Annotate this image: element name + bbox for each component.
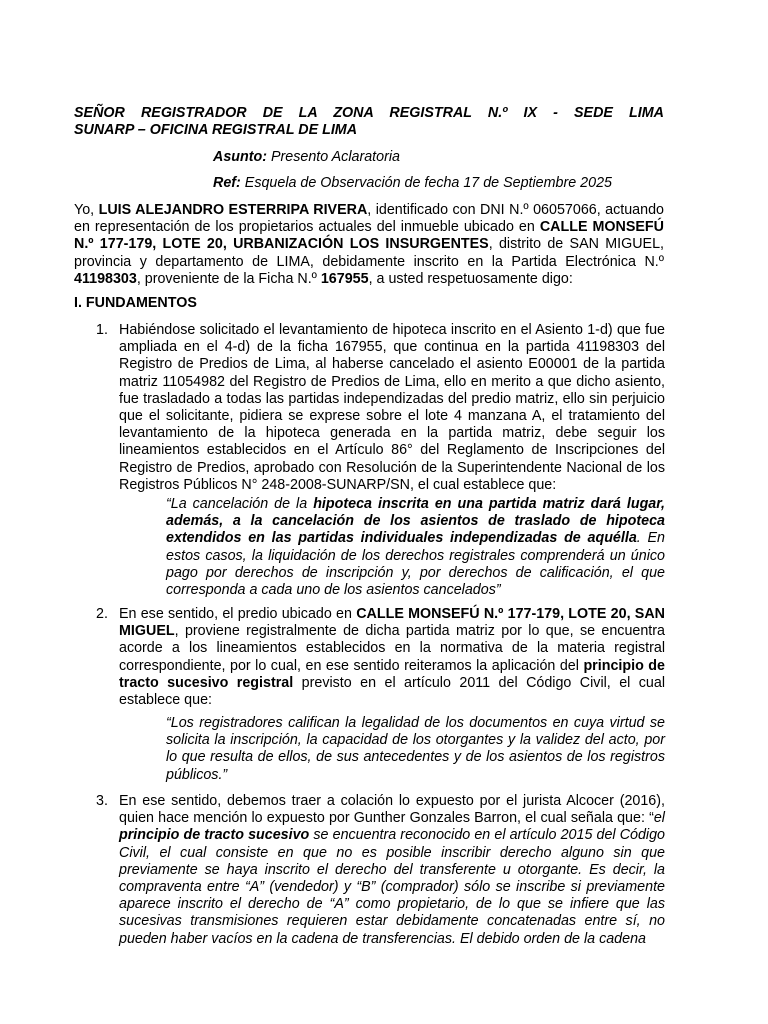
asunto-line <box>213 149 663 166</box>
property-address: CALLE MONSEFÚ N.º 177-179, LOTE 20, URBANIZACIÓN LOS INSURGENTES <box>74 219 664 253</box>
item-2-text <box>119 606 665 709</box>
intro-text-3: , distrito de SAN MIGUEL, provincia y departamento de LIMA, debidamente inscrito en la Partida Electrónica N.º <box>74 236 664 270</box>
section-title: I. FUNDAMENTOS <box>74 295 197 311</box>
heading-line-1: SEÑOR REGISTRADOR DE LA ZONA REGISTRAL N.º IX - SEDE LIMA <box>74 105 664 121</box>
item-3-quote-rest: se encuentra reconocido en el artículo 2015 del Código Civil, el cual consiste en que no es posible inscribir derecho alguno sin que previamente se haya inscrito el derecho del transferente u otorgante. Es decir, la compraventa entre “A” (vendedor) y “B” (comprador) sólo se inscribe si previamente aparece inscrito el derecho de “A” como propietario, de lo que se infiere que las sucesivas transmisiones requieren estar debidamente concatenadas entre sí, no pueden haber vacíos en la cadena de transferencias. El debido orden de la cadena <box>119 827 665 947</box>
item-3-text-el: el <box>653 810 665 827</box>
item-1-quote-text-1: “La cancelación de la <box>166 496 314 512</box>
asunto-label: Asunto: <box>213 149 267 165</box>
item-2-address: CALLE MONSEFÚ N.º 177-179, LOTE 20, SAN MIGUEL <box>119 606 665 640</box>
item-1-quote-text-2: . En estos casos, la liquidación de los derechos registrales comprenderá un único pago por derechos de inscripción y, por derechos de calificación, el que corresponda a cada uno de los asientos cancelados” <box>166 530 665 599</box>
item-1-text: Habiéndose solicitado el levantamiento de hipoteca inscrito en el Asiento 1-d) que fue ampliada en el 4-d) de la ficha 167955, que continua en la partida 41198303 del Registro de Predios de Lima, al haberse cancelado el asiento E00001 de la partida matriz 11054982 del Registro de Predios de Lima, ello en merito a que dicho asiento, fue trasladado a todas las partidas independizadas del predio matriz, ello sin perjuicio que el solicitante, pidiera se exprese sobre el lote 4 manzana A, el tratamiento del levantamiento de la hipoteca generada en la partida matriz, debe seguir los lineamientos establecidos en el Artículo 86° del Reglamento de Inscripciones del Registro de Predios, aprobado con Resolución de la Superintendente Nacional de los Registros Públicos N° 248-2008-SUNARP/SN, el cual establece que: <box>119 322 665 493</box>
item-2-principle: principio de tracto sucesivo registral <box>119 657 665 691</box>
item-2-text-1: En ese sentido, el predio ubicado en <box>119 606 357 622</box>
ficha-number: 167955 <box>320 270 369 287</box>
intro-text-1: Yo, <box>74 202 99 218</box>
item-1-quote <box>166 496 665 599</box>
partida-number: 41198303 <box>74 270 137 287</box>
item-3-text-1: En ese sentido, debemos traer a colación lo expuesto por el jurista Alcocer (2016), quien hace mención lo expuesto por Gunther Gonzales Barron, el cual señala que: “ <box>119 793 665 827</box>
item-3-text <box>119 793 665 948</box>
ref-line <box>213 175 663 192</box>
addressee-heading <box>74 105 664 139</box>
item-3-number: 3. <box>96 793 108 809</box>
item-3-principle: principio de tracto sucesivo <box>119 827 310 844</box>
item-2-text-3: previsto en el artículo 2011 del Código Civil, el cual establece que: <box>119 674 666 709</box>
item-2-text-2: , proviene registralmente de dicha partida matriz por lo que, se encuentra acorde a los lineamientos establecidos en la normativa de la materia registral correspondiente, por lo cual, en ese sentido reiteramos la aplicación del <box>119 623 665 674</box>
heading-line-2: SUNARP – OFICINA REGISTRAL DE LIMA <box>74 122 358 139</box>
asunto-value: Presento Aclaratoria <box>267 149 400 165</box>
intro-paragraph <box>74 202 664 288</box>
intro-text-5: , a usted respetuosamente digo: <box>368 270 573 287</box>
intro-text-2: , identificado con DNI N.º 06057066, actuando en representación de los propietarios actuales del inmueble ubicado en <box>74 202 664 236</box>
item-1-number: 1. <box>96 322 108 338</box>
intro-text-4: , proveniente de la Ficha N.º <box>136 270 321 287</box>
item-2-quote: “Los registradores califican la legalidad de los documentos en cuya virtud se solicita la inscripción, la capacidad de los otorgantes y la validez del acto, por lo que resulta de ellos, de sus antecedentes y de los asientos de los registros públicos.” <box>166 715 665 783</box>
ref-value: Esquela de Observación de fecha 17 de Septiembre 2025 <box>240 175 612 191</box>
ref-label: Ref: <box>213 175 241 191</box>
item-2-number: 2. <box>96 606 108 622</box>
applicant-name: LUIS ALEJANDRO ESTERRIPA RIVERA <box>98 202 368 218</box>
item-1-quote-emphasis: hipoteca inscrita en una partida matriz dará lugar, además, a la cancelación de los asientos de traslado de hipoteca extendidos en las partidas individuales independizadas de aquélla <box>166 496 665 547</box>
